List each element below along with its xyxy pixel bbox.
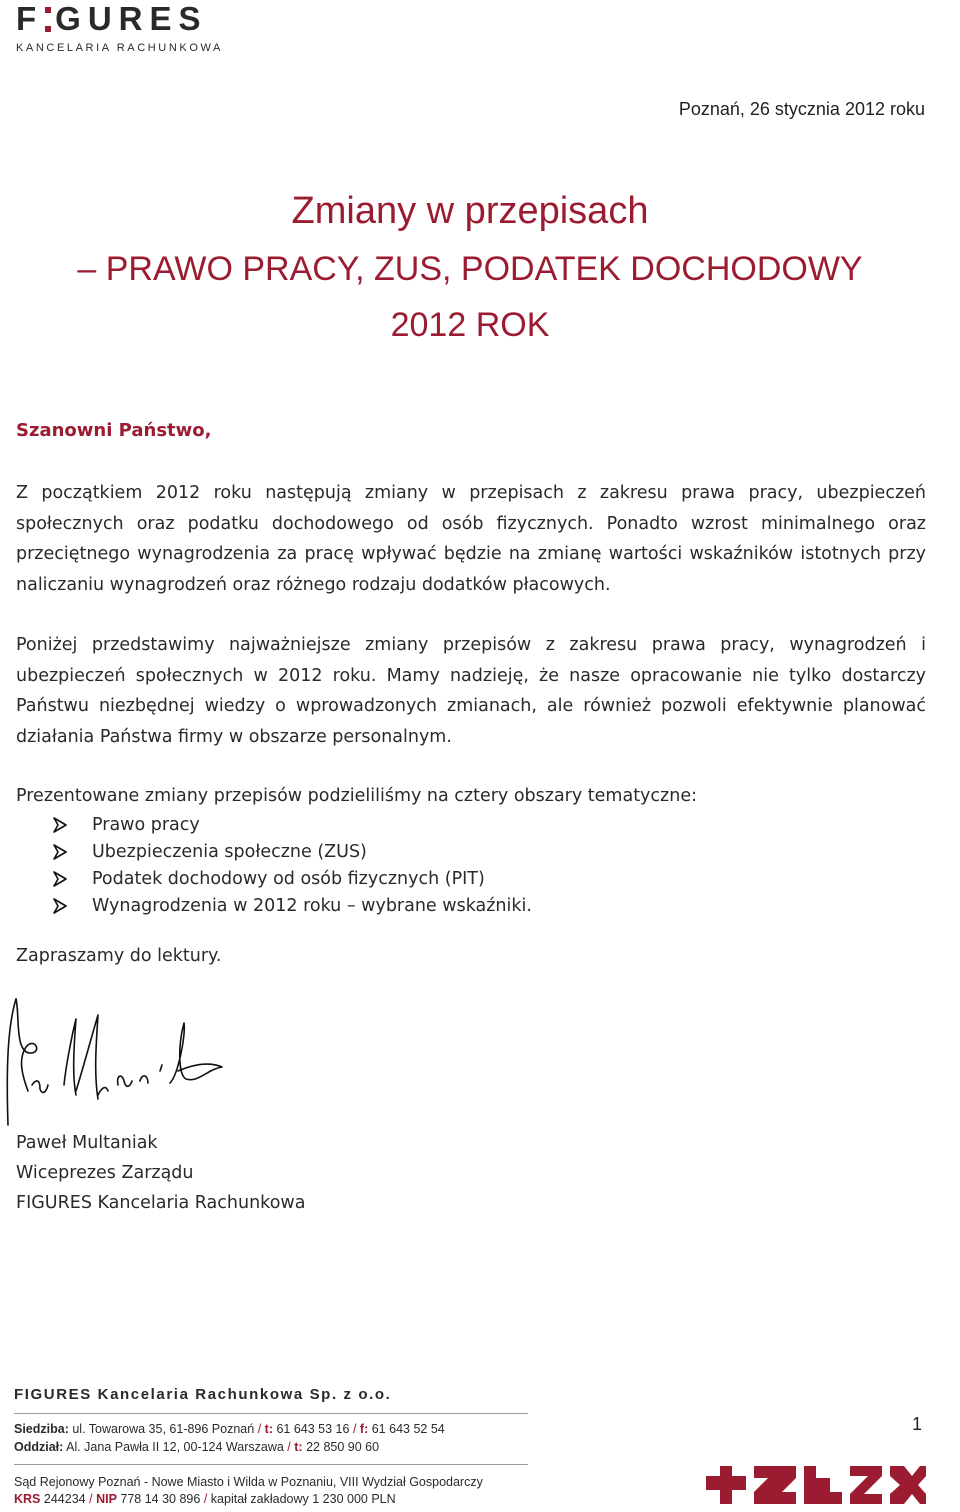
logo-letters-gures: GURES [55, 0, 208, 37]
topic-list [52, 811, 532, 919]
list-item [52, 811, 532, 838]
separator: / [257, 1422, 262, 1436]
branch-address: Al. Jana Pawła II 12, 00-124 Warszawa [66, 1440, 284, 1454]
arrow-bullet-icon [52, 898, 76, 914]
logo-letter-f: F [16, 0, 44, 37]
hq-phone: 61 643 53 16 [276, 1422, 350, 1436]
list-item [52, 838, 532, 865]
signer-name: Paweł Multaniak [16, 1133, 158, 1153]
logo-wordmark [16, 2, 236, 36]
footer-divider [14, 1464, 528, 1465]
signer-role: Wiceprezes Zarządu [16, 1163, 194, 1183]
list-item-label: Podatek dochodowy od osób fizycznych (PIT) [92, 868, 485, 889]
nip-label: NIP [96, 1492, 117, 1506]
branch-label: Oddział: [14, 1440, 64, 1454]
page-number: 1 [912, 1414, 923, 1434]
footer-hq-line [14, 1422, 445, 1436]
signer-company: FIGURES Kancelaria Rachunkowa [16, 1193, 306, 1213]
krs-number: 244234 [43, 1492, 86, 1506]
document-subtitle: – PRAWO PRACY, ZUS, PODATEK DOCHODOWY [77, 250, 863, 288]
signer-block [16, 1128, 305, 1218]
paragraph-intro: Z początkiem 2012 roku następują zmiany w przepisach z zakresu prawa pracy, ubezpieczeń społecznych oraz podatku dochodowego od osób fizycznych. Ponadto wzrost minimalnego oraz przeciętnego wynagrodzenia za pracę wpływać będzie na zmianę wartości wskaźników istotnych przy naliczaniu wynagrodzeń oraz różnego rodzaju dodatków płacowych. [16, 483, 926, 595]
list-item [52, 892, 532, 919]
branch-phone-label: t: [294, 1440, 303, 1454]
arrow-bullet-icon [52, 871, 76, 887]
greeting: Szanowni Państwo, [16, 420, 212, 441]
list-item-label: Wynagrodzenia w 2012 roku – wybrane wskaźniki. [92, 895, 532, 916]
company-logo [16, 2, 236, 54]
nip-number: 778 14 30 896 [120, 1492, 201, 1506]
krs-label: KRS [14, 1492, 41, 1506]
separator: / [89, 1492, 93, 1506]
letter-date: Poznań, 26 stycznia 2012 roku [678, 99, 925, 119]
list-item-label: Ubezpieczenia społeczne (ZUS) [92, 841, 367, 862]
hq-fax-label: f: [359, 1422, 369, 1436]
hq-address: ul. Towarowa 35, 61-896 Poznań [72, 1422, 255, 1436]
arrow-bullet-icon [52, 844, 76, 860]
hq-phone-label: t: [264, 1422, 273, 1436]
document-title: Zmiany w przepisach [291, 190, 649, 232]
separator: / [287, 1440, 291, 1454]
footer-company: FIGURES Kancelaria Rachunkowa Sp. z o.o. [14, 1386, 392, 1403]
logo-subtitle: KANCELARIA RACHUNKOWA [16, 42, 223, 54]
footer-divider [14, 1413, 528, 1414]
paragraph-overview: Poniżej przedstawimy najważniejsze zmiany przepisów z zakresu prawa pracy, wynagrodzeń i ubezpieczeń społecznych w 2012 roku. Mamy nadzieję, że nasze opracowanie nie tylko dostarczy Państwu niezbędnej wiedzy o wprowadzonych zmianach, ale również pozwoli efektywnie planować działania Państwa firmy w obszarze personalnym. [16, 635, 926, 747]
footer-registry-line [14, 1492, 396, 1506]
footer-branch-line [14, 1440, 379, 1454]
separator: / [352, 1422, 357, 1436]
hq-fax: 61 643 52 54 [371, 1422, 445, 1436]
paragraph-areas: Prezentowane zmiany przepisów podzieliliśmy na cztery obszary tematyczne: [16, 786, 697, 806]
brand-pattern-icon [706, 1466, 926, 1506]
list-item-label: Prawo pracy [92, 814, 200, 835]
list-item [52, 865, 532, 892]
separator: / [203, 1492, 208, 1506]
closing-line: Zapraszamy do lektury. [16, 946, 222, 966]
arrow-bullet-icon [52, 817, 76, 833]
document-year: 2012 ROK [390, 306, 550, 344]
branch-phone: 22 850 90 60 [306, 1440, 380, 1454]
logo-colon-mark [45, 7, 51, 32]
handwritten-signature [2, 995, 232, 1135]
hq-label: Siedziba: [14, 1422, 69, 1436]
footer-court-line: Sąd Rejonowy Poznań - Nowe Miasto i Wilda w Poznaniu, VIII Wydział Gospodarczy [14, 1475, 483, 1489]
share-capital: kapitał zakładowy 1 230 000 PLN [210, 1492, 396, 1506]
